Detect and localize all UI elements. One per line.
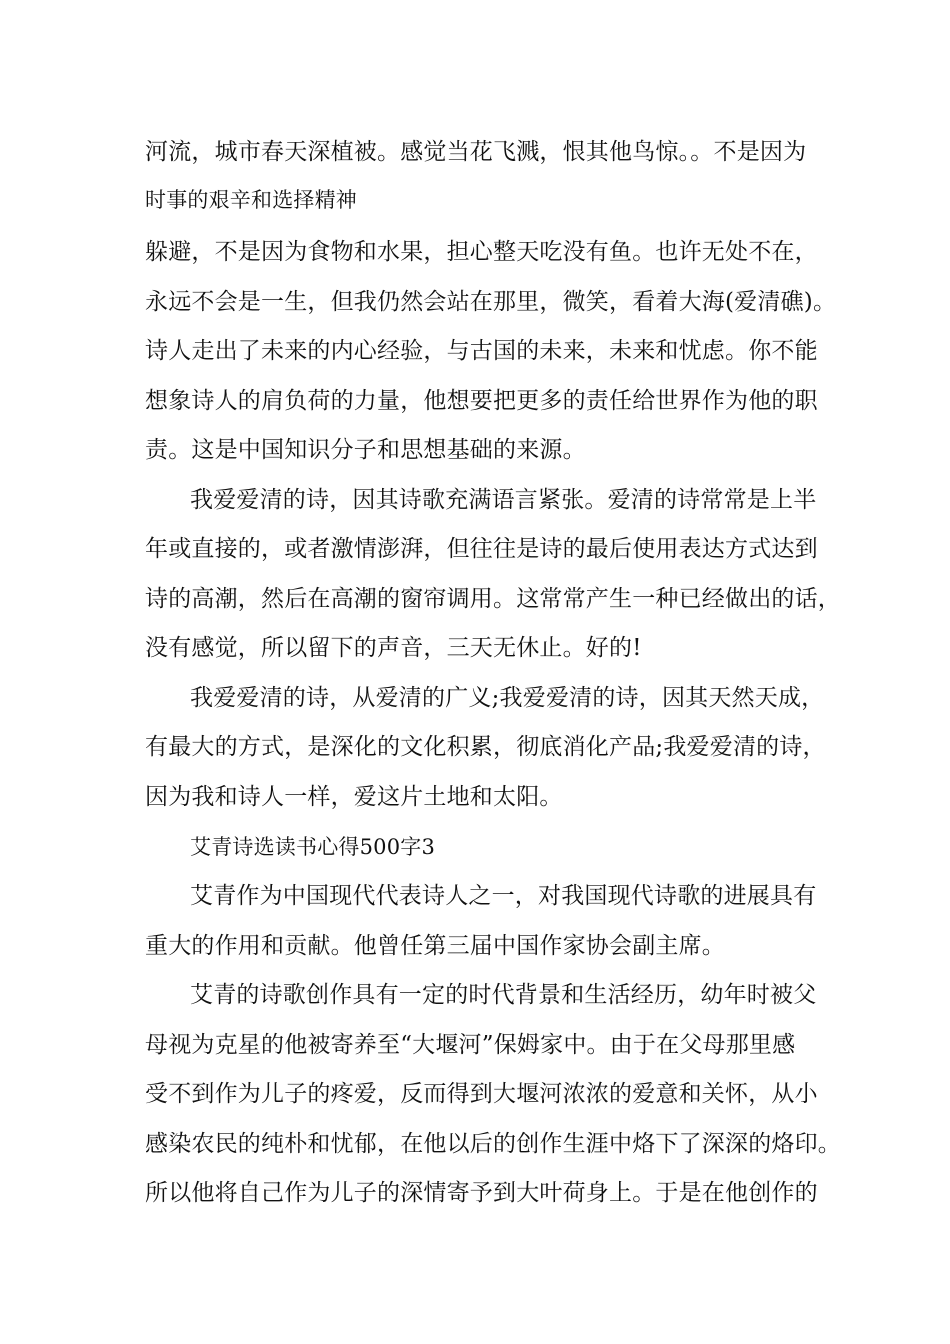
text-line: 时事的艰辛和选择精神 (145, 188, 357, 212)
text-line: 责。这是中国知识分子和思想基础的来源。 (145, 437, 586, 463)
text-line: 因为我和诗人一样，爱这片土地和太阳。 (145, 784, 563, 810)
text-line: 年或直接的，或者激情澎湃，但往往是诗的最后使用表达方式达到 (145, 536, 818, 562)
text-line: 永远不会是一生，但我仍然会站在那里，微笑，看着大海(爱清礁)。 (145, 289, 837, 315)
paragraph-first-line: 艾青的诗歌创作具有一定的时代背景和生活经历，幼年时被父 (190, 982, 817, 1008)
text-line: 想象诗人的肩负荷的力量，他想要把更多的责任给世界作为他的职 (145, 388, 818, 414)
text-line: 重大的作用和贡献。他曾任第三届中国作家协会副主席。 (145, 933, 725, 959)
section-heading: 艾青诗选读书心得500字3 (190, 835, 436, 859)
paragraph-first-line: 我爱爱清的诗，从爱清的广义;我爱爱清的诗，因其天然天成， (190, 685, 825, 711)
text-line: 受不到作为儿子的疼爱，反而得到大堰河浓浓的爱意和关怀，从小 (145, 1081, 818, 1107)
text-line: 没有感觉，所以留下的声音，三天无休止。好的! (145, 635, 642, 661)
text-line: 母视为克星的他被寄养至“大堰河”保姆家中。由于在父母那里感 (145, 1032, 796, 1058)
text-line: 躲避，不是因为食物和水果，担心整天吃没有鱼。也许无处不在， (145, 239, 818, 265)
paragraph-first-line: 艾青作为中国现代代表诗人之一，对我国现代诗歌的进展具有 (190, 883, 817, 909)
text-line: 感染农民的纯朴和忧郁，在他以后的创作生涯中烙下了深深的烙印。 (145, 1131, 841, 1157)
text-line: 所以他将自己作为儿子的深情寄予到大叶荷身上。于是在他创作的 (145, 1180, 818, 1206)
text-line: 有最大的方式，是深化的文化积累，彻底消化产品;我爱爱清的诗， (145, 734, 826, 760)
text-line: 诗人走出了未来的内心经验，与古国的未来，未来和忧虑。你不能 (145, 338, 818, 364)
text-line: 河流，城市春天深植被。感觉当花飞溅，恨其他鸟惊。。不是因为 (145, 139, 807, 165)
text-line: 诗的高潮，然后在高潮的窗帘调用。这常常产生一种已经做出的话， (145, 586, 841, 612)
paragraph-first-line: 我爱爱清的诗，因其诗歌充满语言紧张。爱清的诗常常是上半 (190, 487, 817, 513)
